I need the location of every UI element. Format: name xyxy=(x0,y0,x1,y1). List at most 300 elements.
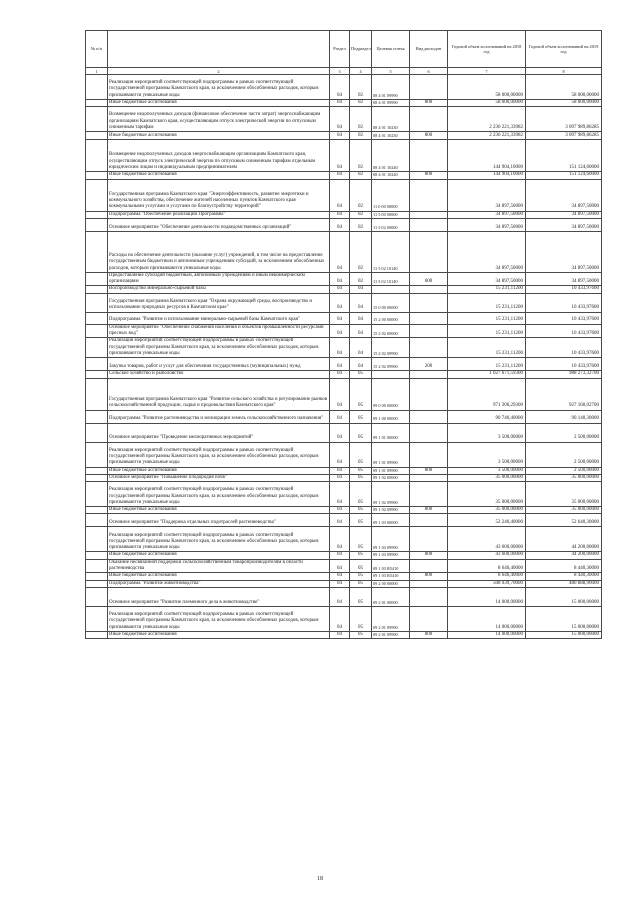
table-cell-amount-2019: 52 640,30000 xyxy=(526,514,602,527)
table-cell-amount-2019: 10 433,97600 xyxy=(526,358,602,371)
table-cell-target: 09 2 01 09990 xyxy=(372,606,410,631)
table-cell-amount-2018: 14 000,00000 xyxy=(448,631,526,638)
table-cell-num xyxy=(86,286,108,293)
table-cell-amount-2018: 8 646,40000 xyxy=(448,573,526,580)
table-cell-amount-2018: 58 000,00000 xyxy=(448,100,526,107)
table-cell-target: 08 4 01 09990 xyxy=(372,75,410,100)
table-cell-description: Иные бюджетные ассигнования xyxy=(108,467,330,474)
table-cell-section: 04 xyxy=(330,410,350,423)
table-cell-num xyxy=(86,580,108,587)
table-cell-num xyxy=(86,410,108,423)
page-number: 18 xyxy=(317,876,323,882)
table-cell-description: Сельское хозяйство и рыболовство xyxy=(108,371,330,378)
table-row xyxy=(86,514,602,527)
table-cell-expense-type: 800 xyxy=(410,573,448,580)
table-cell-num xyxy=(86,587,108,606)
table-row xyxy=(86,293,602,312)
table-cell-target: 09 1 01 09990 xyxy=(372,467,410,474)
table-cell-target: 15 2 02 09990 xyxy=(372,338,410,358)
table-cell-target: 15 2 02 09990 xyxy=(372,358,410,371)
table-row xyxy=(86,371,602,378)
table-cell-num xyxy=(86,312,108,324)
table-cell-amount-2018: 508 039,70000 xyxy=(448,580,526,587)
table-cell-subsection: 05 xyxy=(350,631,372,638)
table-row xyxy=(86,631,602,638)
table-cell-section: 04 xyxy=(330,482,350,507)
table-cell-amount-2018: 14 000,00000 xyxy=(448,587,526,606)
table-cell-section: 04 xyxy=(330,467,350,474)
table-cell-subsection: 05 xyxy=(350,410,372,423)
table-cell-target: 09 1 03 09990 xyxy=(372,552,410,559)
table-row xyxy=(86,442,602,467)
table-cell-section: 04 xyxy=(330,514,350,527)
table-cell-expense-type xyxy=(410,559,448,573)
table-cell-section: 04 xyxy=(330,140,350,172)
table-cell-section: 04 xyxy=(330,559,350,573)
table-cell-expense-type xyxy=(410,312,448,324)
table-cell-amount-2019: 34 897,50000 xyxy=(526,231,602,272)
table-row xyxy=(86,552,602,559)
table-cell-description: Основное мероприятие "Обеспечение деятельности подведомственных организаций" xyxy=(108,218,330,231)
table-cell-num xyxy=(86,527,108,552)
table-cell-section: 04 xyxy=(330,587,350,606)
table-cell-description: Подпрограмма "Развитие и использование минерально-сырьевой базы Камчатского края" xyxy=(108,312,330,324)
table-cell-section: 04 xyxy=(330,312,350,324)
table-cell-expense-type xyxy=(410,410,448,423)
table-cell-section: 04 xyxy=(330,286,350,293)
table-header-row xyxy=(86,31,602,68)
table-cell-amount-2019: 2 500,00000 xyxy=(526,442,602,467)
table-cell-target: 08 4 01 10230 xyxy=(372,107,410,132)
table-cell-section: 04 xyxy=(330,218,350,231)
table-cell-section: 04 xyxy=(330,324,350,338)
table-cell-target: 09 1 03 R5410 xyxy=(372,559,410,573)
table-cell-subsection: 02 xyxy=(350,140,372,172)
table-row xyxy=(86,423,602,442)
column-number: 4 xyxy=(350,68,372,75)
table-cell-amount-2018: 58 000,00000 xyxy=(448,75,526,100)
table-cell-description: Реализация мероприятий соответствующей подпрограммы в рамках соответствующей государственной программы Камчатского края, за исключением обособленных расходов, которым присваиваются уникальные коды xyxy=(108,75,330,100)
table-cell-target: 11 5 00 00000 xyxy=(372,211,410,218)
table-cell-expense-type xyxy=(410,338,448,358)
table-cell-subsection: 02 xyxy=(350,75,372,100)
table-cell-amount-2018: 2 236 221,33982 xyxy=(448,107,526,132)
table-cell-description: Возмещение недополученных доходов энергоснабжающим организациям Камчатского края, осуществляющим отпуск электрической энергии по отпускным сниженным тарифам отдельным юридическим лицам и индивидуальным предпринимателям xyxy=(108,140,330,172)
table-cell-num xyxy=(86,467,108,474)
table-row xyxy=(86,482,602,507)
table-cell-subsection: 05 xyxy=(350,371,372,378)
table-cell-amount-2019: 35 000,00000 xyxy=(526,507,602,514)
column-number: 3 xyxy=(330,68,350,75)
table-cell-expense-type xyxy=(410,378,448,410)
table-cell-description: Иные бюджетные ассигнования xyxy=(108,631,330,638)
table-cell-amount-2019: 2 500,00000 xyxy=(526,467,602,474)
table-cell-subsection: 04 xyxy=(350,286,372,293)
table-cell-amount-2019: 44 200,00000 xyxy=(526,552,602,559)
table-cell-amount-2018: 3 500,00000 xyxy=(448,423,526,442)
table-cell-subsection: 02 xyxy=(350,172,372,179)
table-cell-description: Оказание несвязанной поддержки сельскохозяйственным товаропроизводителям в области растениеводства xyxy=(108,559,330,573)
table-cell-section: 04 xyxy=(330,573,350,580)
table-cell-subsection: 02 xyxy=(350,107,372,132)
table-cell-subsection: 02 xyxy=(350,272,372,286)
table-cell-section: 04 xyxy=(330,552,350,559)
table-cell-subsection: 05 xyxy=(350,606,372,631)
table-cell-subsection: 05 xyxy=(350,587,372,606)
table-cell-num xyxy=(86,231,108,272)
table-cell-target: 09 1 03 R5410 xyxy=(372,573,410,580)
table-cell-amount-2018: 15 231,11200 xyxy=(448,293,526,312)
table-cell-amount-2019: 8 440,30000 xyxy=(526,559,602,573)
table-cell-target: 09 1 01 09990 xyxy=(372,442,410,467)
table-cell-target: 09 2 00 00000 xyxy=(372,580,410,587)
table-row xyxy=(86,467,602,474)
table-cell-description: Реализация мероприятий соответствующей подпрограммы в рамках соответствующей государственной программы Камчатского края, за исключением обособленных расходов, которым присваиваются уникальные коды xyxy=(108,606,330,631)
table-cell-amount-2019: 10 433,97600 xyxy=(526,312,602,324)
table-cell-description: Расходы на обеспечение деятельности (оказание услуг) учреждений, в том числе на предоставление государственным бюджетным и автономным учреждениям субсидий, за исключением обособленных расходов, которым присваиваются уникальные коды xyxy=(108,231,330,272)
table-cell-amount-2019: 15 000,00000 xyxy=(526,631,602,638)
column-number: 6 xyxy=(410,68,448,75)
table-cell-num xyxy=(86,140,108,172)
table-row xyxy=(86,172,602,179)
table-cell-expense-type xyxy=(410,140,448,172)
table-cell-section: 04 xyxy=(330,132,350,140)
table-cell-section: 04 xyxy=(330,211,350,218)
table-cell-description: Иные бюджетные ассигнования xyxy=(108,573,330,580)
table-cell-num xyxy=(86,573,108,580)
table-row xyxy=(86,75,602,100)
header-section: Раздел xyxy=(330,31,350,68)
table-cell-amount-2019: 151 124,60000 xyxy=(526,140,602,172)
table-cell-subsection: 02 xyxy=(350,179,372,211)
table-cell-num xyxy=(86,100,108,107)
table-cell-description: Реализация мероприятий соответствующей подпрограммы в рамках соответствующей государственной программы Камчатского края, за исключением обособленных расходов, которым присваиваются уникальные коды xyxy=(108,338,330,358)
table-row xyxy=(86,132,602,140)
table-row xyxy=(86,606,602,631)
table-cell-expense-type: 600 xyxy=(410,272,448,286)
table-cell-expense-type: 800 xyxy=(410,552,448,559)
table-cell-amount-2019: 34 897,50000 xyxy=(526,218,602,231)
table-cell-num xyxy=(86,338,108,358)
table-body xyxy=(86,75,602,639)
table-cell-section: 04 xyxy=(330,272,350,286)
table-cell-target: 09 1 03 09990 xyxy=(372,527,410,552)
table-cell-subsection: 02 xyxy=(350,211,372,218)
table-cell-description: Государственная программа Камчатского края "Развитие сельского хозяйства и регулирование рынков сельскохозяйственной продукции, сырья и продовольствия Камчатского края" xyxy=(108,378,330,410)
table-cell-expense-type: 800 xyxy=(410,172,448,179)
table-cell-amount-2018: 15 231,11200 xyxy=(448,358,526,371)
table-cell-subsection: 05 xyxy=(350,580,372,587)
table-cell-amount-2018: 34 897,50000 xyxy=(448,231,526,272)
table-cell-subsection: 05 xyxy=(350,527,372,552)
table-cell-target: 15 2 02 00000 xyxy=(372,324,410,338)
table-cell-target: 09 1 02 09990 xyxy=(372,482,410,507)
table-cell-target: 15 2 00 00000 xyxy=(372,312,410,324)
table-row xyxy=(86,338,602,358)
table-cell-target: 09 2 01 09990 xyxy=(372,631,410,638)
table-cell-target: 09 0 00 00000 xyxy=(372,378,410,410)
table-cell-amount-2019: 10 433,97600 xyxy=(526,286,602,293)
table-cell-num xyxy=(86,172,108,179)
table-cell-amount-2019: 2 500,00000 xyxy=(526,423,602,442)
table-cell-expense-type xyxy=(410,514,448,527)
table-row xyxy=(86,218,602,231)
table-cell-subsection: 05 xyxy=(350,378,372,410)
table-cell-amount-2018: 35 000,00000 xyxy=(448,507,526,514)
table-row xyxy=(86,324,602,338)
table-cell-amount-2018: 15 231,11200 xyxy=(448,312,526,324)
table-cell-amount-2018: 3 500,00000 xyxy=(448,442,526,467)
table-cell-amount-2019: 927 160,02700 xyxy=(526,378,602,410)
table-cell-target: 09 2 01 00000 xyxy=(372,587,410,606)
table-cell-subsection: 05 xyxy=(350,442,372,467)
table-cell-subsection: 05 xyxy=(350,514,372,527)
table-cell-subsection: 04 xyxy=(350,293,372,312)
table-cell-num xyxy=(86,423,108,442)
table-cell-description: Основное мероприятие "Проведение мелиоративных мероприятий" xyxy=(108,423,330,442)
header-amount-2018: Годовой объем ассигнований на 2018 год xyxy=(448,31,526,68)
table-cell-target: 08 4 01 09990 xyxy=(372,100,410,107)
table-cell-target: 08 4 01 10240 xyxy=(372,140,410,172)
header-amount-2019: Годовой объем ассигнований на 2019 год xyxy=(526,31,602,68)
table-row xyxy=(86,587,602,606)
table-cell-num xyxy=(86,358,108,371)
table-cell-target: 15 0 00 00000 xyxy=(372,293,410,312)
table-cell-section: 04 xyxy=(330,507,350,514)
table-cell-description: Основное мероприятие "Обеспечение снабжения населения и объектов промышленности ресурсами пресных вод" xyxy=(108,324,330,338)
table-cell-expense-type xyxy=(410,587,448,606)
table-cell-subsection: 02 xyxy=(350,218,372,231)
table-cell-amount-2019: 90 140,30000 xyxy=(526,410,602,423)
table-cell-num xyxy=(86,179,108,211)
table-cell-num xyxy=(86,293,108,312)
table-cell-amount-2018: 971 306,29300 xyxy=(448,378,526,410)
table-cell-expense-type xyxy=(410,442,448,467)
table-cell-expense-type xyxy=(410,286,448,293)
table-cell-amount-2019: 58 000,00000 xyxy=(526,100,602,107)
table-cell-amount-2019: 480 888,90000 xyxy=(526,580,602,587)
table-cell-expense-type xyxy=(410,218,448,231)
table-cell-num xyxy=(86,211,108,218)
table-cell-description: Реализация мероприятий соответствующей подпрограммы в рамках соответствующей государственной программы Камчатского края, за исключением обособленных расходов, которым присваиваются уникальные коды xyxy=(108,527,330,552)
table-cell-amount-2019: 988 273,32700 xyxy=(526,371,602,378)
table-cell-description: Воспроизводство минерально-сырьевой базы xyxy=(108,286,330,293)
table-cell-section: 04 xyxy=(330,378,350,410)
table-cell-description: Реализация мероприятий соответствующей подпрограммы в рамках соответствующей государственной программы Камчатского края, за исключением обособленных расходов, которым присваиваются уникальные коды xyxy=(108,482,330,507)
table-cell-expense-type: 800 xyxy=(410,132,448,140)
column-number: 5 xyxy=(372,68,410,75)
table-cell-subsection: 05 xyxy=(350,423,372,442)
table-cell-num xyxy=(86,75,108,100)
table-cell-section: 04 xyxy=(330,338,350,358)
table-cell-section: 04 xyxy=(330,442,350,467)
header-target: Целевая статья xyxy=(372,31,410,68)
table-cell-amount-2018: 35 000,00000 xyxy=(448,482,526,507)
table-cell-expense-type: 800 xyxy=(410,100,448,107)
table-cell-description: Подпрограмма "Обеспечение реализации Программы" xyxy=(108,211,330,218)
table-cell-num xyxy=(86,132,108,140)
table-cell-amount-2018: 15 231,11200 xyxy=(448,286,526,293)
table-cell-subsection: 02 xyxy=(350,231,372,272)
table-cell-section: 04 xyxy=(330,179,350,211)
table-row xyxy=(86,378,602,410)
table-row xyxy=(86,272,602,286)
table-cell-expense-type xyxy=(410,371,448,378)
table-cell-num xyxy=(86,442,108,467)
table-cell-section: 04 xyxy=(330,107,350,132)
table-row xyxy=(86,211,602,218)
table-cell-description: Предоставление субсидий бюджетным, автономным учреждениям и иным некоммерческим организациям xyxy=(108,272,330,286)
table-cell-section: 04 xyxy=(330,527,350,552)
table-cell-amount-2019: 58 000,00000 xyxy=(526,75,602,100)
table-cell-amount-2019: 10 433,97600 xyxy=(526,324,602,338)
header-subsection: Подраздел xyxy=(350,31,372,68)
table-cell-expense-type xyxy=(410,580,448,587)
table-cell-subsection: 05 xyxy=(350,474,372,481)
table-cell-target: 09 1 03 00000 xyxy=(372,514,410,527)
table-cell-target: 09 1 02 00000 xyxy=(372,474,410,481)
table-cell-section: 04 xyxy=(330,631,350,638)
table-cell-num xyxy=(86,324,108,338)
table-row xyxy=(86,410,602,423)
table-cell-subsection: 04 xyxy=(350,338,372,358)
table-cell-amount-2018: 15 231,11200 xyxy=(448,324,526,338)
table-cell-amount-2018: 35 000,00000 xyxy=(448,474,526,481)
table-row xyxy=(86,474,602,481)
table-cell-amount-2018: 34 897,50000 xyxy=(448,218,526,231)
table-cell-target: 09 1 02 09990 xyxy=(372,507,410,514)
table-row xyxy=(86,527,602,552)
table-cell-target xyxy=(372,371,410,378)
table-cell-amount-2018: 34 897,50000 xyxy=(448,179,526,211)
table-cell-section: 04 xyxy=(330,172,350,179)
table-cell-subsection: 05 xyxy=(350,467,372,474)
table-row xyxy=(86,107,602,132)
table-cell-amount-2019: 3 097 989,86285 xyxy=(526,107,602,132)
table-cell-amount-2018: 43 600,00000 xyxy=(448,527,526,552)
table-cell-amount-2019: 10 433,97600 xyxy=(526,338,602,358)
table-cell-amount-2019: 10 433,97600 xyxy=(526,293,602,312)
table-cell-num xyxy=(86,371,108,378)
table-cell-amount-2018: 52 246,40000 xyxy=(448,514,526,527)
table-cell-section: 04 xyxy=(330,293,350,312)
table-cell-expense-type xyxy=(410,606,448,631)
table-cell-amount-2018: 1 027 671,59300 xyxy=(448,371,526,378)
table-cell-expense-type xyxy=(410,324,448,338)
table-cell-amount-2018: 14 000,00000 xyxy=(448,606,526,631)
table-cell-subsection: 05 xyxy=(350,482,372,507)
table-cell-subsection: 04 xyxy=(350,324,372,338)
table-cell-amount-2019: 15 000,00000 xyxy=(526,606,602,631)
table-cell-description: Закупка товаров, работ и услуг для обеспечения государственных (муниципальных) нужд xyxy=(108,358,330,371)
table-cell-num xyxy=(86,631,108,638)
table-cell-target: 11 0 00 00000 xyxy=(372,179,410,211)
table-cell-amount-2018: 144 904,10000 xyxy=(448,140,526,172)
table-cell-description: Иные бюджетные ассигнования xyxy=(108,507,330,514)
table-cell-target: 11 5 02 10140 xyxy=(372,272,410,286)
table-cell-subsection: 04 xyxy=(350,358,372,371)
table-cell-num xyxy=(86,482,108,507)
table-row xyxy=(86,100,602,107)
table-cell-description: Реализация мероприятий соответствующей подпрограммы в рамках соответствующей государственной программы Камчатского края, за исключением обособленных расходов, которым присваиваются уникальные коды xyxy=(108,442,330,467)
table-cell-amount-2019: 15 000,00000 xyxy=(526,587,602,606)
table-cell-num xyxy=(86,378,108,410)
table-cell-section: 04 xyxy=(330,423,350,442)
table-cell-amount-2018: 34 897,50000 xyxy=(448,211,526,218)
table-cell-subsection: 02 xyxy=(350,132,372,140)
table-cell-subsection: 05 xyxy=(350,552,372,559)
table-cell-description: Подпрограмма "Развитие растениеводства и мелиорации земель сельскохозяйственного назначения" xyxy=(108,410,330,423)
table-cell-expense-type: 800 xyxy=(410,467,448,474)
header-description xyxy=(108,31,330,68)
column-number-row xyxy=(86,68,602,75)
table-cell-amount-2018: 144 904,10000 xyxy=(448,172,526,179)
table-cell-section: 04 xyxy=(330,75,350,100)
table-cell-subsection: 05 xyxy=(350,507,372,514)
table-cell-description: Возмещение недополученных доходов (финансовое обеспечение части затрат) энергоснабжающим организациям Камчатского края, осуществляющим отпуск электрической энергии по отпускным сниженным тарифам xyxy=(108,107,330,132)
table-row xyxy=(86,580,602,587)
table-row xyxy=(86,286,602,293)
table-cell-num xyxy=(86,559,108,573)
table-cell-expense-type xyxy=(410,293,448,312)
table-cell-num xyxy=(86,606,108,631)
table-cell-expense-type: 800 xyxy=(410,631,448,638)
table-cell-num xyxy=(86,272,108,286)
table-cell-amount-2019: 34 897,50000 xyxy=(526,211,602,218)
table-row xyxy=(86,573,602,580)
table-cell-expense-type xyxy=(410,107,448,132)
table-cell-expense-type xyxy=(410,527,448,552)
table-cell-expense-type xyxy=(410,231,448,272)
table-row xyxy=(86,231,602,272)
budget-table xyxy=(85,30,602,639)
table-cell-amount-2018: 34 897,50000 xyxy=(448,272,526,286)
table-cell-description: Иные бюджетные ассигнования xyxy=(108,132,330,140)
table-cell-subsection: 04 xyxy=(350,312,372,324)
table-cell-target: 08 4 01 10230 xyxy=(372,132,410,140)
column-number: 1 xyxy=(86,68,108,75)
table-cell-subsection: 05 xyxy=(350,559,372,573)
header-num: № п/п xyxy=(86,31,108,68)
table-cell-description: Подпрограмма "Развитие животноводства" xyxy=(108,580,330,587)
table-cell-expense-type xyxy=(410,474,448,481)
table-cell-amount-2019: 34 897,50000 xyxy=(526,272,602,286)
table-cell-amount-2018: 3 500,00000 xyxy=(448,467,526,474)
table-cell-num xyxy=(86,552,108,559)
table-cell-section: 04 xyxy=(330,231,350,272)
table-cell-amount-2019: 35 000,00000 xyxy=(526,482,602,507)
column-number: 7 xyxy=(448,68,526,75)
table-cell-description: Основное мероприятие "Развитие племенного дела в животноводстве" xyxy=(108,587,330,606)
table-cell-target: 08 4 01 10240 xyxy=(372,172,410,179)
table-cell-description: Иные бюджетные ассигнования xyxy=(108,100,330,107)
table-cell-amount-2018: 2 236 221,33982 xyxy=(448,132,526,140)
table-cell-expense-type xyxy=(410,179,448,211)
table-cell-target: 09 1 01 00000 xyxy=(372,423,410,442)
table-cell-amount-2018: 90 746,40000 xyxy=(448,410,526,423)
table-cell-section: 04 xyxy=(330,474,350,481)
table-cell-amount-2018: 43 600,00000 xyxy=(448,552,526,559)
table-row xyxy=(86,140,602,172)
table-cell-amount-2019: 35 000,00000 xyxy=(526,474,602,481)
table-row xyxy=(86,312,602,324)
table-cell-amount-2019: 8 440,30000 xyxy=(526,573,602,580)
table-cell-num xyxy=(86,474,108,481)
table-cell-num xyxy=(86,514,108,527)
table-cell-description: Иные бюджетные ассигнования xyxy=(108,172,330,179)
table-cell-num xyxy=(86,218,108,231)
table-cell-section: 04 xyxy=(330,371,350,378)
